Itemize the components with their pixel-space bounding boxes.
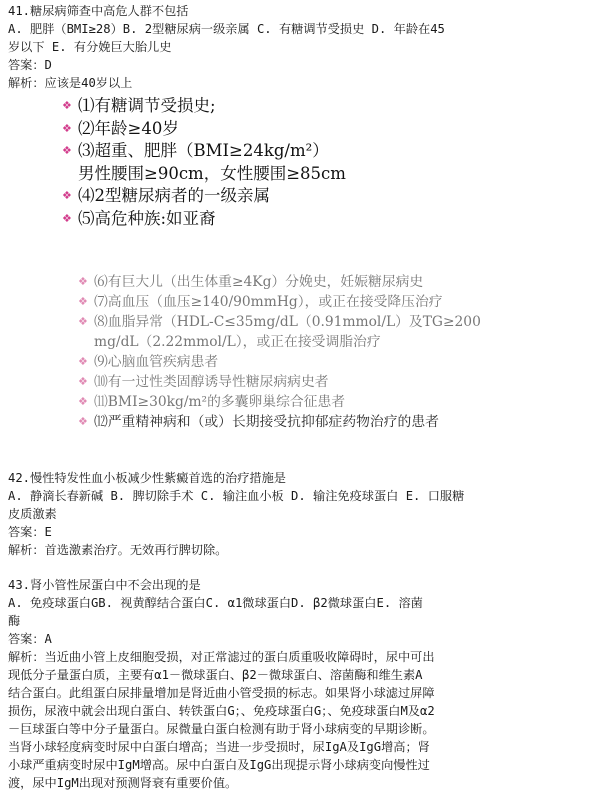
list-item [78,352,481,372]
list-item-text: ⑽有一过性类固醇诱导性糖尿病病史者 [94,374,329,390]
question-42-options-line-2: 皮质激素 [8,507,57,521]
diamond-bullet-icon: ❖ [78,275,88,288]
diamond-bullet-icon: ❖ [78,415,88,428]
list-item-text: ⑵年龄≥40岁 [78,118,179,138]
list-item [78,372,481,392]
list-item [78,292,481,312]
list-item-text: ⑿严重精神病和（或）长期接受抗抑郁症药物治疗的患者 [94,414,439,430]
question-43-analysis-line: －巨球蛋白等中分子量蛋白。尿微量白蛋白检测有助于肾小球病变的早期诊断。 [8,722,435,736]
question-41-title: 41.糖尿病筛查中高危人群不包括 [8,4,189,18]
list-item [62,140,346,185]
question-43-analysis-line: 结合蛋白。此组蛋白尿排量增加是肾近曲小管受损的标志。如果肾小球滤过屏障 [8,686,435,700]
list-item [78,312,481,352]
question-41-options-line-1: A. 肥胖（BMI≥28）B. 2型糖尿病一级亲属 C. 有糖调节受损史 D. 年龄在45 [8,22,445,36]
question-43-analysis-line: 损伤，尿液中就会出现白蛋白、转铁蛋白G；、免疫球蛋白G；、免疫球蛋白M及α2 [8,704,435,718]
list-item-text: ⑷2型糖尿病者的一级亲属 [78,186,270,205]
question-42-options-line-1: A. 静滴长春新碱 B. 脾切除手术 C. 输注血小板 D. 输注免疫球蛋白 E. 口服糖 [8,489,465,503]
question-43 [8,576,587,792]
list-item-text: ⑾BMI≥30kg/m²的多囊卵巢综合征患者 [94,394,346,410]
question-41-options-line-2: 岁以下 E. 有分娩巨大胎儿史 [8,40,172,54]
list-item-text: ⑹有巨大儿（出生体重≥4Kg）分娩史，妊娠糖尿病史 [94,274,424,290]
question-41-analysis: 解析：应该是40岁以上 [8,76,133,90]
question-42 [8,469,587,559]
list-item-text: ⑻血脂异常（HDL-C≤35mg/dL（0.91mmol/L）及TG≥200 mg/dL（2.22mmol/L），或正在接受调脂治疗 [94,314,481,350]
list-item-text: ⑺高血压（血压≥140/90mmHg），或正在接受降压治疗 [94,294,443,310]
list-item [62,118,346,141]
question-42-answer: 答案：E [8,525,52,539]
list-item-text: ⑴有糖调节受损史; [78,96,216,115]
diamond-bullet-icon: ❖ [78,315,88,328]
question-43-analysis-line: 小球严重病变时尿中IgM增高。尿中白蛋白及IgG出现提示肾小球病变向慢性过 [8,758,430,772]
diamond-bullet-icon: ❖ [62,121,72,135]
diamond-bullet-icon: ❖ [62,99,72,112]
question-41 [8,2,587,92]
question-43-analysis-line: 渡，尿中IgM出现对预测肾衰有重要价值。 [8,776,238,790]
list-item [62,208,346,231]
question-43-answer: 答案：A [8,632,52,646]
risk-factor-list-2 [78,272,481,432]
diamond-bullet-icon: ❖ [78,295,88,308]
diamond-bullet-icon: ❖ [62,144,72,157]
question-43-analysis-line: 当肾小球轻度病变时尿中白蛋白增高；当进一步受损时，尿IgA及IgG增高；肾 [8,740,430,754]
list-item [78,392,481,412]
diamond-bullet-icon: ❖ [78,355,88,368]
question-43-options-line-1: A. 免疫球蛋白GB. 视黄醇结合蛋白C. α1微球蛋白D. β2微球蛋白E. 溶菌 [8,596,423,610]
list-item-text: ⑸高危种族:如亚裔 [78,208,216,228]
question-42-analysis: 解析：首选激素治疗。无效再行脾切除。 [8,543,228,557]
diamond-bullet-icon: ❖ [62,189,72,202]
question-43-analysis-line: 解析：当近曲小管上皮细胞受损，对正常滤过的蛋白质重吸收障碍时，尿中可出 [8,650,435,664]
list-item [78,412,481,432]
diamond-bullet-icon: ❖ [62,211,72,225]
list-item [78,272,481,292]
diamond-bullet-icon: ❖ [78,395,88,408]
list-item-text: ⑶超重、肥胖（BMI≥24kg/m²） 男性腰围≥90cm，女性腰围≥85cm [78,141,346,183]
question-43-options-line-2: 酶 [8,614,21,628]
question-43-title: 43.肾小管性尿蛋白中不会出现的是 [8,578,201,592]
question-43-analysis-line: 现低分子量蛋白质，主要有α1－微球蛋白、β2－微球蛋白、溶菌酶和维生素A [8,668,423,682]
question-42-title: 42.慢性特发性血小板减少性紫癜首选的治疗措施是 [8,471,286,485]
list-item-text: ⑼心脑血管疾病患者 [94,354,219,370]
risk-factor-list-1 [62,95,346,230]
question-41-answer: 答案：D [8,58,52,72]
diamond-bullet-icon: ❖ [78,375,88,388]
list-item [62,95,346,118]
list-item [62,185,346,208]
